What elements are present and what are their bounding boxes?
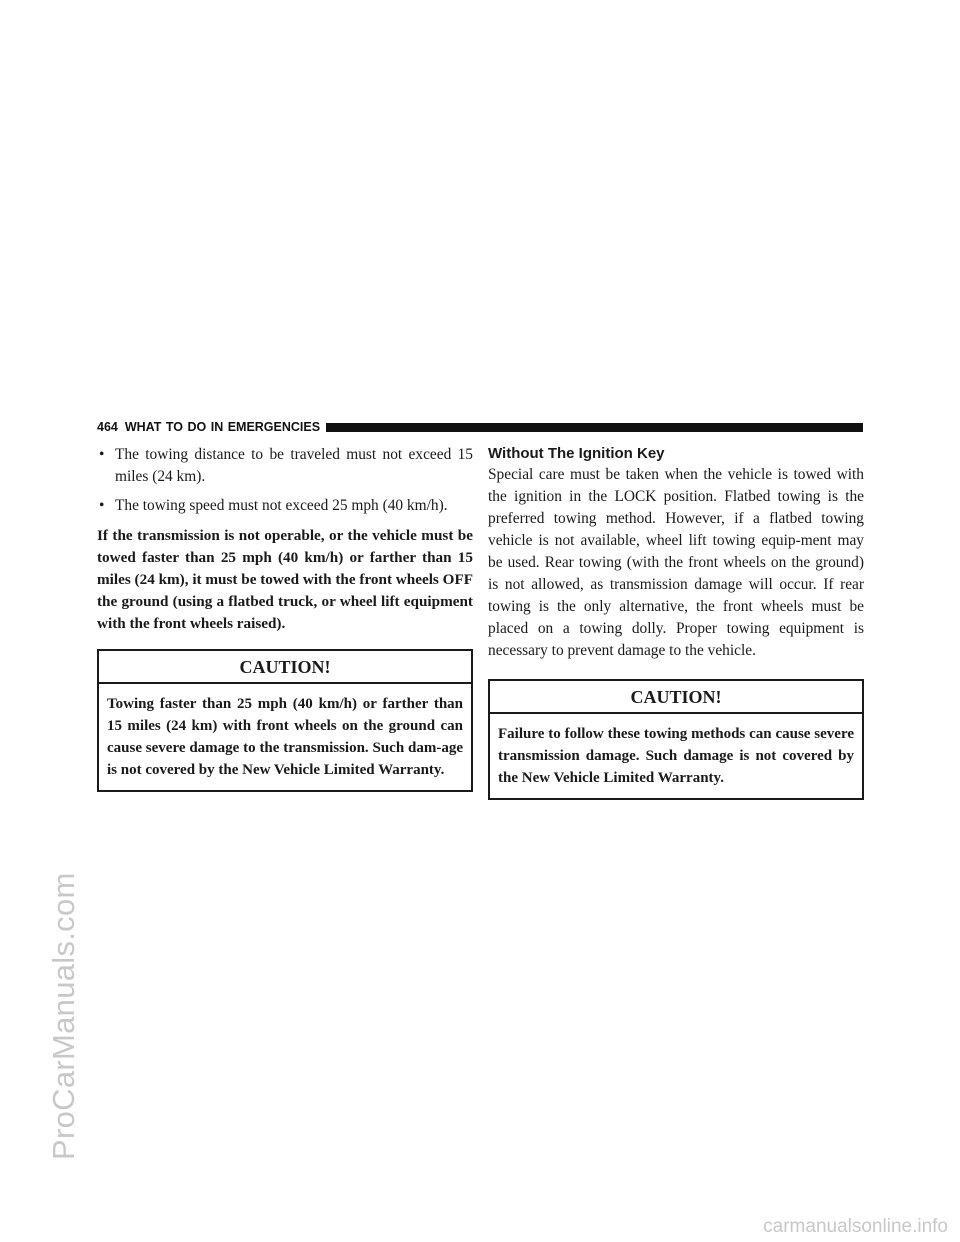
caution-title: CAUTION! <box>490 681 862 714</box>
caution-title: CAUTION! <box>99 651 471 684</box>
right-column <box>488 444 864 800</box>
bullet-text: The towing distance to be traveled must not exceed 15 miles (24 km). <box>115 446 473 485</box>
bullet-icon: • <box>99 497 105 514</box>
header-text <box>97 420 320 434</box>
side-watermark: ProCarManuals.com <box>46 872 81 1160</box>
caution-body: Towing faster than 25 mph (40 km/h) or farther than 15 miles (24 km) with front wheels on the ground can cause severe damage to the transmission. Such dam-age is not covered by the New Vehicle Limited Warranty. <box>107 696 463 778</box>
bottom-watermark: carmanualsonline.info <box>763 1216 948 1237</box>
bullet-item <box>97 495 473 517</box>
bullet-icon: • <box>99 446 105 463</box>
caution-body: Failure to follow these towing methods can cause severe transmission damage. Such damage is not covered by the New Vehicle Limited Warranty. <box>498 726 854 786</box>
body-paragraph: Special care must be taken when the vehicle is towed with the ignition in the LOCK position. Flatbed towing is the preferred towing method. However, if a flatbed towing vehicle is not available, wheel lift towing equip-ment may be used. Rear towing (with the front wheels on the ground) is not allowed, as transmission damage will occur. If rear towing is the only alternative, the front wheels must be placed on a towing dolly. Proper towing equipment is necessary to prevent damage to the vehicle. <box>488 466 864 659</box>
caution-box <box>97 649 473 792</box>
page-header <box>97 418 863 436</box>
section-title: WHAT TO DO IN EMERGENCIES <box>124 420 321 434</box>
left-column <box>97 444 473 792</box>
page-number: 464 <box>97 420 118 434</box>
caution-box <box>488 679 864 800</box>
section-heading: Without The Ignition Key <box>488 445 665 462</box>
towing-requirement-paragraph: If the transmission is not operable, or the vehicle must be towed faster than 25 mph (40 km/h) or farther than 15 miles (24 km), it must be towed with the front wheels OFF the ground (using a flatbed truck, or wheel lift equipment with the front wheels raised). <box>97 527 473 632</box>
bullet-text: The towing speed must not exceed 25 mph (40 km/h). <box>115 497 448 514</box>
bullet-item <box>97 444 473 488</box>
header-rule <box>326 423 863 432</box>
